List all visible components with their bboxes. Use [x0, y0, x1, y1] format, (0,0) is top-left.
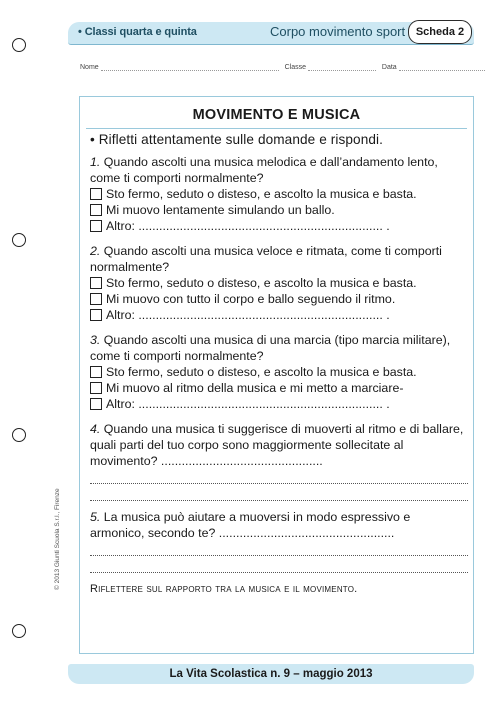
page-header — [68, 22, 474, 45]
checkbox[interactable] — [90, 220, 102, 232]
checkbox[interactable] — [90, 277, 102, 289]
date-label: Data — [381, 64, 397, 71]
q3-option-2[interactable] — [90, 380, 468, 396]
final-reflection-note: Riflettere sul rapporto tra la musica e il movimento. — [90, 583, 358, 595]
binder-hole-2 — [12, 233, 26, 247]
checkbox[interactable] — [90, 309, 102, 321]
worksheet-content — [90, 132, 468, 597]
question-3-number: 3. — [90, 333, 101, 347]
option-label: Altro: ....................................................................... . — [106, 397, 390, 411]
q1-option-3[interactable] — [90, 218, 468, 234]
binder-hole-1 — [12, 38, 26, 52]
question-2-text: Quando ascolti una musica veloce e ritmata, come ti comporti normalmente? — [90, 244, 442, 274]
checkbox[interactable] — [90, 293, 102, 305]
q2-option-2[interactable] — [90, 291, 468, 307]
option-label: Sto fermo, seduto o disteso, e ascolto la musica e basta. — [106, 365, 417, 379]
question-5-text: La musica può aiutare a muoversi in modo espressivo e armonico, secondo te? ................................................... — [90, 510, 411, 540]
binder-hole-3 — [12, 428, 26, 442]
option-label: Altro: ....................................................................... . — [106, 219, 390, 233]
date-field[interactable] — [399, 63, 485, 71]
worksheet-title: MOVIMENTO E MUSICA — [192, 107, 361, 123]
q3-option-3[interactable] — [90, 396, 468, 412]
question-2-number: 2. — [90, 244, 101, 258]
checkbox[interactable] — [90, 398, 102, 410]
q1-option-1[interactable] — [90, 186, 468, 202]
option-label: Mi muovo al ritmo della musica e mi metto a marciare- — [106, 381, 404, 395]
question-3-text: Quando ascolti una musica di una marcia (tipo marcia militare), come ti comporti normalmente? — [90, 333, 451, 363]
subject-label: Corpo movimento sport — [270, 24, 406, 39]
checkbox[interactable] — [90, 366, 102, 378]
name-field[interactable] — [101, 63, 279, 71]
answer-line[interactable] — [90, 541, 468, 556]
question-4-number: 4. — [90, 422, 101, 436]
option-label: Mi muovo lentamente simulando un ballo. — [106, 203, 335, 217]
checkbox[interactable] — [90, 188, 102, 200]
option-label: Altro: ....................................................................... . — [106, 308, 390, 322]
question-4 — [90, 421, 468, 469]
title-divider — [86, 128, 467, 129]
q3-option-1[interactable] — [90, 364, 468, 380]
answer-line[interactable] — [90, 486, 468, 501]
option-label: Sto fermo, seduto o disteso, e ascolto la musica e basta. — [106, 276, 417, 290]
sheet-number-badge: Scheda 2 — [408, 20, 472, 44]
question-1-text: Quando ascolti una musica melodica e dall’andamento lento, come ti comporti normalmente? — [90, 155, 438, 185]
question-1 — [90, 154, 468, 186]
question-1-number: 1. — [90, 155, 101, 169]
question-2 — [90, 243, 468, 275]
class-label: Classe — [284, 64, 306, 71]
binder-hole-4 — [12, 624, 26, 638]
checkbox[interactable] — [90, 382, 102, 394]
q1-option-2[interactable] — [90, 202, 468, 218]
class-field[interactable] — [308, 63, 376, 71]
copyright-side-text: © 2013 Giunti Scuola S.r.l., Firenze — [54, 488, 61, 590]
q2-option-3[interactable] — [90, 307, 468, 323]
question-5-number: 5. — [90, 510, 101, 524]
student-info-row — [80, 63, 478, 71]
instruction-text: • Rifletti attentamente sulle domande e rispondi. — [90, 132, 384, 147]
name-label: Nome — [80, 64, 99, 71]
question-5 — [90, 509, 468, 541]
page-footer: La Vita Scolastica n. 9 – maggio 2013 — [68, 664, 474, 684]
question-4-text: Quando una musica ti suggerisce di muoverti al ritmo e di ballare, quali parti del tuo corpo sono maggiormente sollecitate al movimento? ............................................... — [90, 422, 464, 468]
checkbox[interactable] — [90, 204, 102, 216]
class-level-label: • Classi quarta e quinta — [78, 26, 197, 38]
option-label: Sto fermo, seduto o disteso, e ascolto la musica e basta. — [106, 187, 417, 201]
worksheet-box — [79, 96, 474, 654]
answer-line[interactable] — [90, 558, 468, 573]
q2-option-1[interactable] — [90, 275, 468, 291]
question-3 — [90, 332, 468, 364]
answer-line[interactable] — [90, 469, 468, 484]
option-label: Mi muovo con tutto il corpo e ballo seguendo il ritmo. — [106, 292, 396, 306]
